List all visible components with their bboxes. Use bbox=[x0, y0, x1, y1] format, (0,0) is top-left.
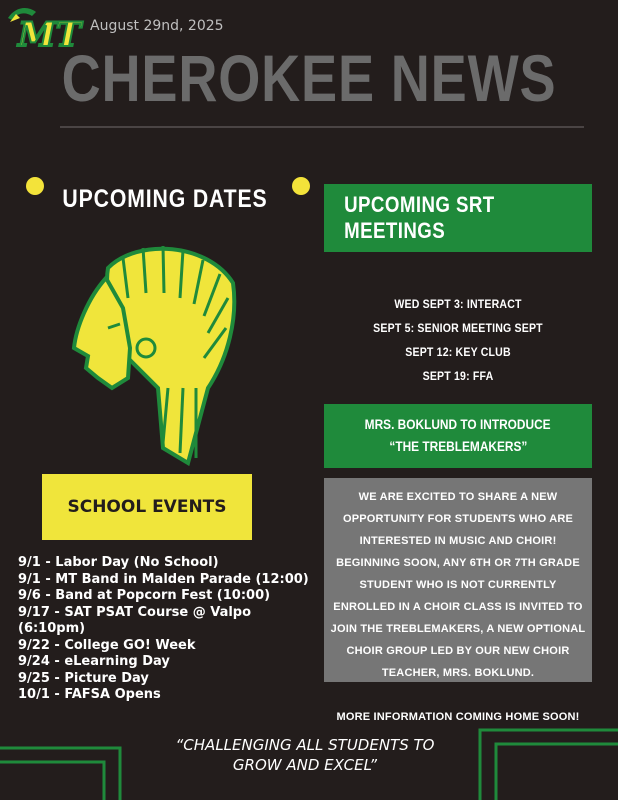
list-item: SEPT 12: KEY CLUB bbox=[405, 345, 511, 359]
more-info-text: MORE INFORMATION COMING HOME SOON! bbox=[336, 711, 580, 723]
treblemakers-banner bbox=[324, 404, 592, 468]
announcement-text: WE ARE EXCITED TO SHARE A NEW OPPORTUNITY FOR STUDENTS WHO ARE INTERESTED IN MUSIC AND CHOIR! BEGINNING SOON, ANY 6TH OR 7TH GRADE STUDENT WHO IS NOT CURRENTLY ENROLLED IN A CHOIR CLASS IS INVITED TO JOIN THE TREBLEMAKERS, A NEW OPTIONAL CHOIR GROUP LED BY OUR NEW CHOIR TEACHER, MRS. BOKLUND. bbox=[330, 491, 586, 679]
list-item: 9/1 - MT Band in Malden Parade (12:00) bbox=[18, 571, 309, 587]
list-item: 9/17 - SAT PSAT Course @ Valpo (6:10pm) bbox=[18, 604, 252, 636]
list-item: 9/22 - College GO! Week bbox=[18, 637, 196, 653]
list-item: 9/6 - Band at Popcorn Fest (10:00) bbox=[18, 588, 271, 603]
list-item: 9/24 - eLearning Day bbox=[18, 654, 170, 669]
srt-meetings-list bbox=[324, 292, 592, 388]
list-item: SEPT 5: SENIOR MEETING SEPT bbox=[373, 321, 543, 335]
yellow-dot-right bbox=[292, 177, 310, 195]
quote-line-2: GROW AND EXCEL” bbox=[232, 756, 378, 774]
quote-line-1: “CHALLENGING ALL STUDENTS TO bbox=[175, 736, 435, 754]
srt-meetings-banner bbox=[324, 184, 592, 252]
title-divider bbox=[60, 126, 584, 128]
logo-text: MT bbox=[18, 15, 81, 52]
newsletter-title: CHEROKEE NEWS bbox=[61, 41, 557, 115]
treblemakers-line-1: MRS. BOKLUND TO INTRODUCE bbox=[365, 417, 551, 432]
yellow-dot-left bbox=[26, 177, 44, 195]
school-events-label: SCHOOL EVENTS bbox=[42, 474, 252, 540]
upcoming-dates-heading: UPCOMING DATES bbox=[62, 185, 268, 213]
srt-meetings-title: UPCOMING SRT MEETINGS bbox=[344, 192, 495, 243]
treblemakers-line-2: “THE TREBLEMAKERS” bbox=[389, 439, 527, 454]
list-item: 9/1 - Labor Day (No School) bbox=[18, 555, 219, 570]
list-item: SEPT 19: FFA bbox=[422, 369, 494, 383]
motto-quote bbox=[150, 735, 460, 775]
list-item: 9/25 - Picture Day bbox=[18, 670, 149, 686]
cherokee-headdress-mascot bbox=[68, 238, 238, 466]
school-events-list bbox=[18, 555, 318, 704]
list-item: 10/1 - FAFSA Opens bbox=[18, 687, 161, 702]
list-item: WED SEPT 3: INTERACT bbox=[394, 297, 522, 311]
issue-date: August 29nd, 2025 bbox=[90, 18, 224, 34]
treblemakers-announcement bbox=[324, 478, 592, 723]
